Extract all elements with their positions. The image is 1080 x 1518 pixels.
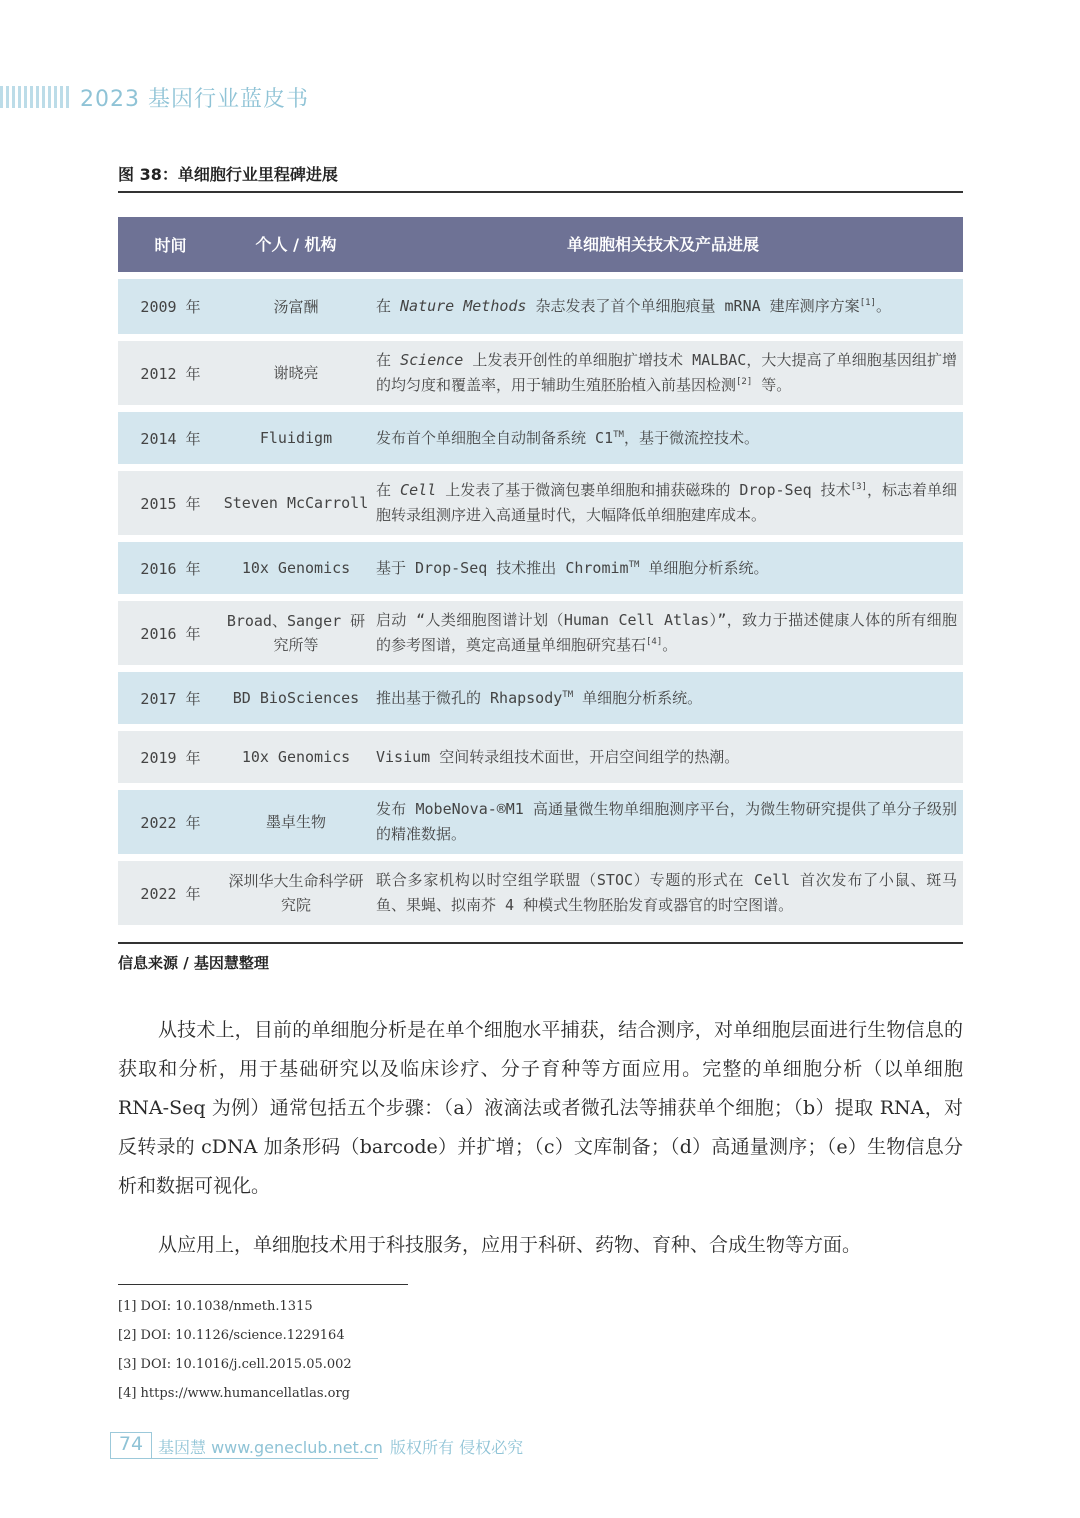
table-row: [118, 672, 963, 724]
cell-year: 2016 年: [140, 624, 201, 643]
cell-year: 2015 年: [140, 494, 201, 513]
cell-progress: 在 Science 上发表开创性的单细胞扩增技术 MALBAC，大大提高了单细胞基因组扩增的均匀度和覆盖率，用于辅助生殖胚胎植入前基因检测[2] 等。: [376, 351, 957, 394]
cell-org: Broad、Sanger 研究所等: [226, 612, 366, 654]
cell-progress: 在 Nature Methods 杂志发表了首个单细胞痕量 mRNA 建库测序方案[1]。: [376, 297, 891, 315]
footer-site: 基因慧 www.geneclub.net.cn: [158, 1438, 383, 1457]
header-org: 个人 / 机构: [255, 234, 337, 254]
header-progress: 单细胞相关技术及产品进展: [566, 235, 759, 254]
cell-org: 10x Genomics: [241, 559, 351, 577]
table-row: [118, 601, 963, 665]
cell-progress: 在 Cell 上发表了基于微滴包裹单细胞和捕获磁珠的 Drop-Seq 技术[3]，标志着单细胞转录组测序进入高通量时代，大幅降低单细胞建库成本。: [376, 481, 957, 524]
cell-org: 深圳华大生命科学研究院: [228, 872, 364, 914]
cell-org: 谢晓亮: [273, 364, 319, 382]
cell-year: 2016 年: [140, 559, 201, 578]
cell-year: 2014 年: [140, 429, 201, 448]
figure-title: 图 38：单细胞行业里程碑进展: [118, 165, 338, 184]
paragraph-application: 从应用上，单细胞技术用于科技服务，应用于科研、药物、育种、合成生物等方面。: [158, 1234, 862, 1256]
cell-year: 2022 年: [140, 884, 201, 903]
table-row: [118, 542, 963, 594]
footer-rights: 版权所有 侵权必究: [390, 1438, 524, 1457]
table-row: [118, 341, 963, 405]
bottom-rule: [118, 942, 963, 944]
page-number: 74: [118, 1433, 144, 1455]
cell-progress: 联合多家机构以时空组学联盟（STOC）专题的形式在 Cell 首次发布了小鼠、斑马鱼、果蝇、拟南芥 4 种模式生物胚胎发育或器官的时空图谱。: [376, 871, 957, 914]
cell-progress: 发布首个单细胞全自动制备系统 C1™，基于微流控技术。: [376, 428, 759, 447]
cell-year: 2019 年: [140, 748, 201, 767]
footnote-rule: [118, 1284, 408, 1285]
cell-org: 墨卓生物: [265, 813, 326, 831]
cell-progress: 启动 “人类细胞图谱计划（Human Cell Atlas）”，致力于描述健康人体的所有细胞的参考图谱，奠定高通量单细胞研究基石[4]。: [376, 611, 957, 654]
cell-year: 2022 年: [140, 813, 201, 832]
book-title: 2023 基因行业蓝皮书: [80, 87, 309, 112]
source-note: 信息来源 / 基因慧整理: [118, 954, 269, 972]
table-row: [118, 471, 963, 535]
cell-year: 2009 年: [140, 298, 201, 316]
cell-org: BD BioSciences: [232, 689, 360, 707]
running-header: [0, 80, 400, 114]
table-row: [118, 279, 963, 334]
table-row: [118, 861, 963, 925]
cell-org: 10x Genomics: [241, 748, 351, 766]
cell-org: Fluidigm: [259, 429, 333, 447]
table-row: [118, 731, 963, 783]
page-footer: [110, 1432, 540, 1460]
footer-line: [110, 1458, 378, 1459]
footnote: [3] DOI: 10.1016/j.cell.2015.05.002: [118, 1357, 352, 1372]
cell-year: 2017 年: [140, 689, 201, 708]
cell-progress: Visium 空间转录组技术面世，开启空间组学的热潮。: [376, 747, 740, 766]
cell-progress: 发布 MobeNova-®M1 高通量微生物单细胞测序平台，为微生物研究提供了单分子级别的精准数据。: [376, 800, 957, 843]
cell-org: Steven McCarroll: [223, 494, 369, 512]
top-rule: [118, 191, 963, 193]
header-decoration: [0, 86, 72, 108]
milestone-table: [118, 217, 963, 925]
cell-progress: 推出基于微孔的 Rhapsody™ 单细胞分析系统。: [376, 688, 703, 707]
cell-progress: 基于 Drop-Seq 技术推出 Chromim™ 单细胞分析系统。: [376, 558, 769, 577]
table-header: [118, 217, 963, 272]
table-row: [118, 412, 963, 464]
paragraph-technology: 从技术上，目前的单细胞分析是在单个细胞水平捕获，结合测序，对单细胞层面进行生物信息的获取和分析，用于基础研究以及临床诊疗、分子育种等方面应用。完整的单细胞分析（以单细胞 RNA-Seq 为例）通常包括五个步骤：（a）液滴法或者微孔法等捕获单个细胞；（b）提取 RNA，对反转录的 cDNA 加条形码（barcode）并扩增；（c）文库制备；（d）高通量测序；（e）生物信息分析和数据可视化。: [118, 1019, 963, 1197]
footnote: [1] DOI: 10.1038/nmeth.1315: [118, 1299, 313, 1314]
table-row: [118, 790, 963, 854]
cell-org: 汤富酬: [273, 297, 319, 316]
header-time: 时间: [154, 236, 187, 255]
cell-year: 2012 年: [140, 364, 201, 383]
footnote: [2] DOI: 10.1126/science.1229164: [118, 1328, 345, 1343]
footnote: [4] https://www.humancellatlas.org: [118, 1386, 351, 1401]
